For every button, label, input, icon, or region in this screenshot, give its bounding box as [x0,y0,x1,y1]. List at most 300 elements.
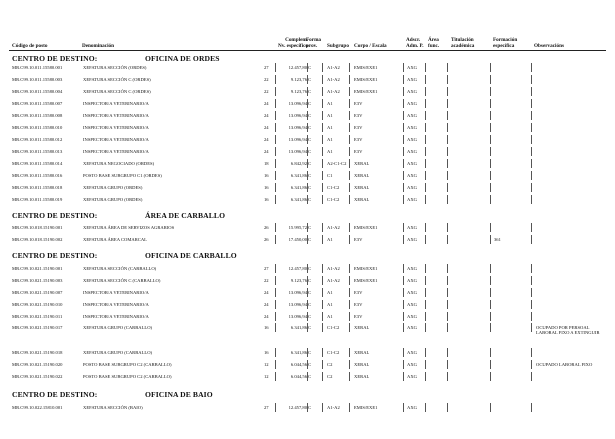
cell-adscr: AXG [407,302,417,307]
cell-complem: 13.096,94 [288,125,307,130]
column-divider [275,147,276,156]
column-divider [447,147,448,156]
column-divider [403,348,404,357]
column-divider [425,111,426,120]
header-forma-line1: Forma [306,37,321,43]
column-divider [349,235,350,244]
column-divider [275,123,276,132]
cell-code: MR.C99.10.021.15190.001 [12,266,63,271]
column-divider [275,372,276,381]
column-divider [322,159,323,168]
cell-adscr: AXG [407,89,417,94]
column-divider [490,195,491,204]
cell-corpo: E3V [354,137,363,142]
cell-adscr: AXG [407,290,417,295]
cell-subgrupo: A1 [327,290,333,295]
column-divider [349,123,350,132]
cell-subgrupo: C2 [327,374,333,379]
cell-nv: 24 [264,125,269,130]
column-divider [403,195,404,204]
cell-subgrupo: C1 [327,173,333,178]
column-divider [349,63,350,72]
column-divider [349,147,350,156]
cell-denominacion: INSPECTOR/A VETERINARIO/A [83,101,149,106]
column-divider [490,87,491,96]
cell-corpo: XERAL [354,173,370,178]
section-heading [12,54,220,63]
column-divider [425,123,426,132]
cell-denominacion: INSPECTOR/A VETERINARIO/A [83,290,149,295]
cell-subgrupo: A1 [327,314,333,319]
column-divider [322,348,323,357]
cell-denominacion: POSTO BASE SUBGRUPO C2 (CARBALLO) [83,362,172,367]
column-divider [403,135,404,144]
cell-denominacion: XEFATURA SECCIÓN (BAIO) [83,405,143,410]
header-formacion-line1: Formación [493,37,518,43]
cell-nv: 26 [264,225,269,230]
cell-subgrupo: A1-A2 [327,405,340,410]
cell-complem: 17.450,00 [288,237,307,242]
column-divider [275,235,276,244]
section-heading [12,211,226,220]
column-divider [403,87,404,96]
cell-subgrupo: A1-A2 [327,278,340,283]
column-divider [403,159,404,168]
cell-subgrupo: A1 [327,237,333,242]
cell-nv: 18 [264,161,269,166]
column-divider [275,348,276,357]
column-divider [349,288,350,297]
column-divider [349,312,350,321]
cell-code: MR.C99.10.021.15190.022 [12,374,63,379]
cell-complem: 15.995,72 [288,225,307,230]
column-divider [322,276,323,285]
cell-complem: 9.123,76 [290,278,307,283]
cell-complem: 9.123,76 [290,77,307,82]
column-divider [425,264,426,273]
cell-denominacion: XEFATURA SECCIÓN (ORDES) [83,65,147,70]
column-divider [425,87,426,96]
cell-denominacion: INSPECTOR/A VETERINARIO/A [83,314,149,319]
cell-nv: 24 [264,314,269,319]
column-divider [275,75,276,84]
cell-complem: 13.096,94 [288,302,307,307]
column-divider [275,171,276,180]
column-divider [349,183,350,192]
cell-denominacion: INSPECTOR/A VETERINARIO/A [83,149,149,154]
cell-complem: 13.096,94 [288,149,307,154]
cell-code: MR.C99.10.021.15190.003 [12,278,63,283]
cell-forma: C [308,173,312,178]
header-denominacion: Denominación [82,43,114,49]
cell-denominacion: XEFATURA GRUPO (ORDES) [83,185,143,190]
column-divider [447,403,448,412]
cell-corpo: EMIS/EXE1 [354,77,378,82]
cell-corpo: E3V [354,101,363,106]
column-divider [490,75,491,84]
column-divider [447,63,448,72]
cell-nv: 12 [264,362,269,367]
column-divider [322,123,323,132]
column-divider [490,276,491,285]
cell-adscr: AXG [407,225,417,230]
column-divider [425,63,426,72]
column-divider [447,372,448,381]
cell-subgrupo: A1 [327,113,333,118]
cell-nv: 24 [264,101,269,106]
column-divider [403,223,404,232]
column-divider [531,403,532,412]
cell-subgrupo: A1-A2 [327,89,340,94]
column-divider [322,312,323,321]
column-divider [349,372,350,381]
cell-forma: C [308,113,312,118]
header-titulacion-line2: académica [451,43,475,49]
column-divider [349,171,350,180]
cell-subgrupo: A1-A2 [327,225,340,230]
column-divider [275,276,276,285]
cell-complem: 13.096,94 [288,314,307,319]
cell-complem: 6.341,86 [290,197,307,202]
column-divider [531,300,532,309]
section-name: OFICINA DE CARBALLO [145,251,237,260]
column-divider [403,264,404,273]
column-divider [531,147,532,156]
column-divider [322,235,323,244]
column-divider [531,63,532,72]
column-divider [531,372,532,381]
cell-code: MR.C99.10.011.15580.019 [12,197,63,202]
column-divider [349,300,350,309]
section-name: OFICINA DE ORDES [145,54,220,63]
cell-code: MR.C99.10.018.15190.002 [12,237,63,242]
column-divider [275,223,276,232]
column-divider [447,123,448,132]
column-divider [425,276,426,285]
column-divider [275,312,276,321]
section-heading [12,390,213,399]
section-name: ÁREA DE CARBALLO [145,211,226,220]
cell-denominacion: INSPECTOR/A VETERINARIO/A [83,113,149,118]
column-divider [425,312,426,321]
column-divider [403,323,404,332]
cell-code: MR.C99.10.011.15580.016 [12,173,63,178]
cell-forma: C [308,149,312,154]
cell-forma: C [308,278,312,283]
column-divider [349,159,350,168]
cell-complem: 12.457,80 [288,405,307,410]
cell-forma: C [308,125,312,130]
cell-forma: C [308,350,312,355]
column-divider [490,235,491,244]
column-divider [349,75,350,84]
cell-adscr: AXG [407,101,417,106]
cell-denominacion: XEFATURA SECCIÓN C (ORDES) [83,89,151,94]
column-divider [531,123,532,132]
column-divider [275,135,276,144]
column-divider [490,223,491,232]
cell-denominacion: XEFATURA GRUPO (ORDES) [83,197,143,202]
column-divider [447,99,448,108]
column-divider [531,360,532,369]
cell-code: MR.C99.10.021.15190.010 [12,302,63,307]
column-divider [425,372,426,381]
column-divider [531,348,532,357]
cell-forma: C [308,237,312,242]
column-divider [425,75,426,84]
cell-nv: 24 [264,302,269,307]
column-divider [447,288,448,297]
column-divider [447,276,448,285]
column-divider [403,63,404,72]
cell-nv: 22 [264,89,269,94]
header-observacions: Observacións [534,43,564,49]
cell-forma: C [308,89,312,94]
column-divider [349,87,350,96]
column-divider [425,300,426,309]
column-divider [403,403,404,412]
column-divider [447,223,448,232]
column-divider [531,323,532,332]
cell-code: MR.C99.10.011.15580.012 [12,137,63,142]
column-divider [275,403,276,412]
column-divider [447,264,448,273]
column-divider [490,372,491,381]
column-divider [403,75,404,84]
cell-nv: 16 [264,325,269,330]
column-divider [490,323,491,332]
header-area [428,37,439,49]
cell-denominacion: XEFATURA GRUPO (CARBALLO) [83,325,153,330]
cell-corpo: XERAL [354,350,370,355]
section-heading [12,251,237,260]
column-divider [322,195,323,204]
cell-code: MR.C99.10.021.15190.017 [12,325,63,330]
column-divider [349,135,350,144]
cell-denominacion: INSPECTOR/A VETERINARIO/A [83,302,149,307]
column-divider [490,300,491,309]
column-divider [490,99,491,108]
cell-subgrupo: A1 [327,137,333,142]
column-divider [425,135,426,144]
column-divider [447,87,448,96]
column-divider [403,99,404,108]
cell-corpo: E3V [354,149,363,154]
column-divider [531,111,532,120]
cell-adscr: AXG [407,325,417,330]
cell-forma: C [308,197,312,202]
cell-adscr: AXG [407,237,417,242]
cell-nv: 24 [264,113,269,118]
cell-corpo: XERAL [354,185,370,190]
cell-adscr: AXG [407,197,417,202]
cell-denominacion: XEFATURA ÁREA COMARCAL [83,237,147,242]
cell-observacions: OCUPADO LABORAL FIXO [536,362,593,367]
cell-nv: 16 [264,197,269,202]
column-divider [425,235,426,244]
column-divider [403,235,404,244]
column-divider [425,403,426,412]
column-divider [322,147,323,156]
column-divider [322,360,323,369]
column-divider [531,87,532,96]
column-divider [322,99,323,108]
column-divider [349,403,350,412]
cell-corpo: EMIS/EXE1 [354,405,378,410]
cell-subgrupo: A1 [327,125,333,130]
cell-corpo: XERAL [354,161,370,166]
column-divider [275,288,276,297]
column-divider [275,159,276,168]
cell-nv: 27 [264,266,269,271]
cell-code: MR.C99.10.011.15580.003 [12,77,63,82]
header-formacion-line2: específica [493,43,515,49]
column-divider [531,195,532,204]
column-divider [447,159,448,168]
column-divider [322,183,323,192]
column-divider [490,123,491,132]
cell-subgrupo: A2-C1-C2 [327,161,347,166]
cell-adscr: AXG [407,149,417,154]
column-divider [447,300,448,309]
column-divider [490,63,491,72]
column-divider [349,264,350,273]
cell-code: MR.C99.10.011.15580.001 [12,65,63,70]
cell-code: MR.C99.10.011.15580.013 [12,149,63,154]
cell-denominacion: XEFATURA GRUPO (CARBALLO) [83,350,153,355]
column-divider [403,183,404,192]
cell-nv: 22 [264,278,269,283]
cell-nv: 16 [264,350,269,355]
column-divider [403,147,404,156]
cell-adscr: AXG [407,125,417,130]
column-divider [531,159,532,168]
header-area-line1: Área [428,37,439,43]
cell-subgrupo: C1-C2 [327,197,340,202]
column-divider [447,183,448,192]
cell-adscr: AXG [407,266,417,271]
column-divider [425,159,426,168]
header-complem [262,37,308,49]
column-divider [275,87,276,96]
header-corpo: Corpo / Escala [354,43,387,49]
column-divider [403,300,404,309]
cell-nv: 16 [264,173,269,178]
cell-complem: 6.044,56 [290,374,307,379]
cell-code: MR.C99.10.011.15580.014 [12,161,63,166]
header-formacion [493,37,517,49]
column-divider [275,360,276,369]
column-divider [322,372,323,381]
cell-corpo: E3V [354,113,363,118]
column-divider [425,171,426,180]
cell-forma: C [308,290,312,295]
column-divider [425,223,426,232]
cell-denominacion: XEFATURA SECCIÓN (CARBALLO) [83,266,157,271]
cell-corpo: E3V [354,290,363,295]
column-divider [447,323,448,332]
column-divider [322,403,323,412]
cell-denominacion: XEFATURA ÁREA DE SERVIZOS AGRARIOS [83,225,175,230]
cell-adscr: AXG [407,113,417,118]
cell-nv: 12 [264,374,269,379]
column-divider [275,323,276,332]
header-area-line2: func. [428,43,440,49]
cell-subgrupo: A1-A2 [327,77,340,82]
cell-corpo: XERAL [354,374,370,379]
cell-complem: 6.044,56 [290,362,307,367]
column-divider [531,99,532,108]
cell-forma: C [308,325,312,330]
cell-forma: C [308,225,312,230]
cell-corpo: EMIS/EXE1 [354,278,378,283]
cell-denominacion: INSPECTOR/A VETERINARIO/A [83,125,149,130]
cell-code: MR.C99.10.011.15580.008 [12,113,63,118]
cell-corpo: E3V [354,314,363,319]
column-divider [425,147,426,156]
cell-observacions: OCUPADO POR PERSOAL LABORAL FIXO A EXTINGUIR [536,325,600,336]
column-divider [490,312,491,321]
section-label: CENTRO DE DESTINO: [12,211,98,220]
column-divider [322,223,323,232]
cell-adscr: AXG [407,314,417,319]
column-divider [275,264,276,273]
column-divider [349,195,350,204]
cell-denominacion: INSPECTOR/A VETERINARIO/A [83,137,149,142]
column-divider [425,323,426,332]
column-divider [447,111,448,120]
cell-code: MR.C99.10.021.15190.007 [12,290,63,295]
column-divider [447,75,448,84]
column-divider [403,171,404,180]
column-divider [349,99,350,108]
cell-complem: 13.096,94 [288,290,307,295]
column-divider [403,372,404,381]
header-forma-line2: prov. [306,43,318,49]
column-divider [490,183,491,192]
cell-denominacion: XEFATURA NEGOCIADO (ORDES) [83,161,155,166]
cell-code: MR.C99.10.022.15810.001 [12,405,63,410]
column-divider [490,403,491,412]
column-divider [322,63,323,72]
section-label: CENTRO DE DESTINO: [12,390,98,399]
column-divider [349,223,350,232]
column-divider [490,348,491,357]
table-row [0,197,615,209]
column-divider [403,111,404,120]
cell-code: MR.C99.10.021.15190.011 [12,314,63,319]
column-divider [490,135,491,144]
cell-adscr: AXG [407,185,417,190]
header-adscr-line1: Adscr. [406,37,421,43]
section-label: CENTRO DE DESTINO: [12,54,98,63]
cell-adscr: AXG [407,137,417,142]
column-divider [403,123,404,132]
column-divider [322,111,323,120]
column-divider [425,195,426,204]
cell-nv: 26 [264,237,269,242]
cell-forma: C [308,77,312,82]
cell-adscr: AXG [407,374,417,379]
cell-complem: 6.341,86 [290,350,307,355]
cell-adscr: AXG [407,405,417,410]
cell-corpo: E3V [354,302,363,307]
column-divider [447,348,448,357]
column-divider [531,312,532,321]
cell-subgrupo: C1-C2 [327,185,340,190]
column-divider [490,171,491,180]
column-divider [531,288,532,297]
